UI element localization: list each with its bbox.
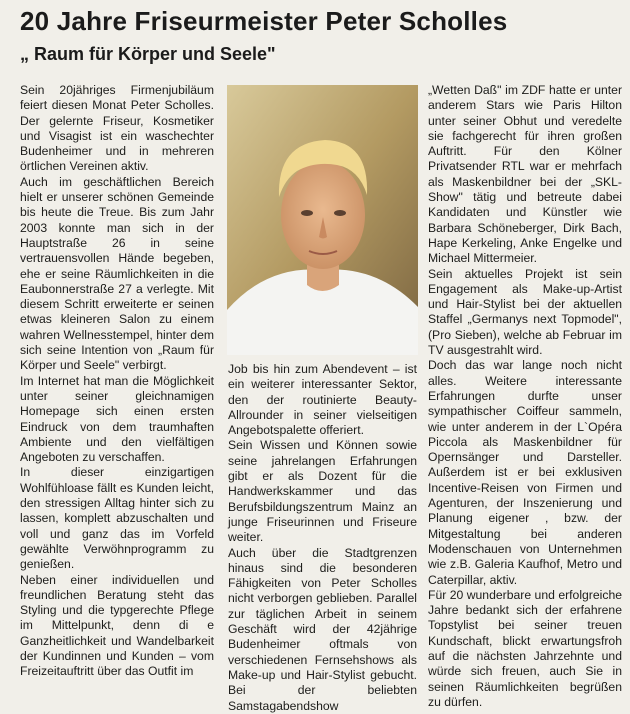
article-column-middle [228,362,417,713]
paragraph: Sein 20jähriges Firmenjubiläum feiert diesen Monat Peter Scholles. Der gelernte Friseur, Kosmetiker und Visagist ist ein waschechter Budenheimer und in mehreren örtlichen Vereinen aktiv. [20,83,214,174]
paragraph: Im Internet hat man die Möglichkeit unter seiner gleichnamigen Homepage sich einen ersten Eindruck von dem traumhaften Ambiente und den vielfältigen Angeboten zu verschaffen. [20,373,214,465]
article-headline: 20 Jahre Friseurmeister Peter Scholles [20,6,508,36]
paragraph: Sein Wissen und Können sowie seine jahrelangen Erfahrungen gibt er als Dozent für die Handwerkskammer und das Berufsbildungszentrum Mainz an junge Friseurinnen und Friseure weiter. [228,438,417,545]
article-subheadline: „ Raum für Körper und Seele" [20,44,276,64]
paragraph: Auch im geschäftlichen Bereich hielt er unserer schönen Gemeinde bis heute die Treue. Bis zum Jahr 2003 konnte man sich in der Hauptstraße 26 in seine vertrauensvollen Hände begeben, ehe er seine Räumlichkeiten in die Eaubonnerstraße 27 a verlegte. Mit diesem Schritt erweiterte er seinen etwas kleineren Salon zu einem wahren Wellnesstempel, hinter dem sich seine Intention von „Raum für Körper und Seele" verbirgt. [20,174,214,373]
portrait-photo [227,85,418,355]
portrait-photo-icon [227,85,418,355]
article-column-right [428,83,622,709]
paragraph: Auch über die Stadtgrenzen hinaus sind die besonderen Fähigkeiten von Peter Scholles nicht verborgen geblieben. Parallel zur täglichen Arbeit in seinem Geschäft wird der 42jährige Budenheimer oftmals von verschiedenen Fernsehshows als Make-up und Hair-Stylist gebucht. Bei der beliebten Samstagabendshow [228,545,417,713]
paragraph: Sein aktuelles Projekt ist sein Engagement als Make-up-Artist und Hair-Stylist bei der aktuellen Staffel „Germanys next Topmodel", (Pro Sieben), welche ab Februar im TV ausgestrahlt wird. [428,266,622,358]
paragraph: Für 20 wunderbare und erfolgreiche Jahre bedankt sich der erfahrene Topstylist bei seiner treuen Kundschaft, blickt erwartungsfroh auf die nächsten Jahrzehnte und würde sich freuen, auch Sie in seinen Räumlichkeiten begrüßen zu dürfen. [428,587,622,709]
paragraph: In dieser einzigartigen Wohlfühloase fällt es Kunden leicht, den stressigen Alltag hinter sich zu lassen, komplett abzuschalten und voll und ganz das im Vorfeld gewählte Verwöhnprogramm zu genießen. [20,465,214,572]
paragraph: Job bis hin zum Abendevent – ist ein weiterer interessanter Sektor, den der routinierte Beauty-Allrounder in seiner vielseitigen Angebotspalette offeriert. [228,362,417,438]
article-column-left [20,83,214,693]
paragraph: Doch das war lange noch nicht alles. Weitere interessante Erfahrungen durfte unser sympathischer Coiffeur sammeln, wie unter anderem in der L`Opéra Piccola als Maskenbildner für Opernsänger und Darsteller. Außerdem ist er bei exklusiven Incentive-Reisen von Firmen und Agenturen, der Inszenierung und Planung eigener , bzw. der Mitgestaltung bei anderen Modenschauen von Unternehmen wie z.B. Galeria Kaufhof, Metro und Caterpillar, aktiv. [428,358,622,587]
paragraph: „Wetten Daß" im ZDF hatte er unter anderem Stars wie Paris Hilton unter seiner Obhut und veredelte sie fachgerecht für ihren großen Auftritt. Für den Kölner Privatsender RTL war er mehrfach als Maskenbildner bei der „SKL-Show" tätig und betreute dabei Kandidaten und Künstler wie Barbara Schöneberger, Dirk Bach, Hape Kerkeling, Anke Engelke und Michael Mittermeier. [428,83,622,266]
paragraph: Neben einer individuellen und freundlichen Beratung steht das Styling und die typgerechte Pflege im Mittelpunkt, denn di e Ganzheitlichkeit und Wandelbarkeit der Kundinnen und Kunden – vom Freizeitauftritt über das Outfit im [20,572,214,679]
